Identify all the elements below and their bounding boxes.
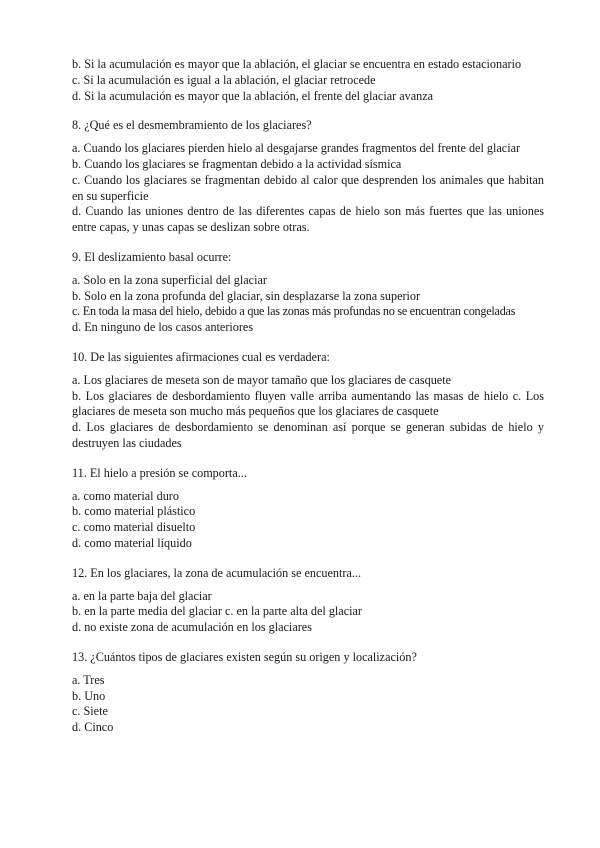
question-9: 9. El deslizamiento basal ocurre:	[72, 249, 232, 264]
question-11-options	[72, 489, 544, 552]
question-7-options	[72, 57, 544, 104]
option-13d: d. Cinco	[72, 720, 114, 735]
option-9a: a. Solo en la zona superficial del glaciar	[72, 272, 267, 287]
option-11a: a. como material duro	[72, 488, 179, 503]
option-8d: d. Cuando las uniones dentro de las diferentes capas de hielo son más fuertes que las uniones entre capas, y unas capas se deslizan sobre otras.	[72, 204, 544, 235]
option-8c: c. Cuando los glaciares se fragmentan debido al calor que desprenden los animales que habitan en su superficie	[72, 172, 544, 203]
option-11d: d. como material líquido	[72, 535, 192, 550]
question-11: 11. El hielo a presión se comporta...	[72, 465, 247, 480]
question-10-options	[72, 373, 544, 452]
option-7b: b. Si la acumulación es mayor que la ablación, el glaciar se encuentra en estado estacionario	[72, 57, 522, 71]
option-7c: c. Si la acumulación es igual a la ablación, el glaciar retrocede	[72, 72, 376, 87]
option-9b: b. Solo en la zona profunda del glaciar, sin desplazarse la zona superior	[72, 288, 421, 303]
question-13-options	[72, 673, 544, 736]
option-10d: d. Los glaciares de desbordamiento se denominan así porque se generan subidas de hielo y destruyen las ciudades	[72, 420, 544, 450]
option-11b: b. como material plástico	[72, 504, 196, 519]
option-13a: a. Tres	[72, 672, 105, 687]
question-8-options	[72, 141, 544, 236]
question-12-options	[72, 589, 544, 636]
question-8: 8. ¿Qué es el desmembramiento de los glaciares?	[72, 118, 312, 133]
document-page	[72, 57, 544, 736]
option-12d: d. no existe zona de acumulación en los glaciares	[72, 620, 312, 635]
option-8a: a. Cuando los glaciares pierden hielo al desgajarse grandes fragmentos del frente del glaciar	[72, 141, 521, 156]
option-10b: b. Los glaciares de desbordamiento fluyen valle arriba aumentando las masas de hielo c. Los glaciares de meseta son mucho más pequeños que los glaciares de casquete	[72, 388, 544, 419]
option-11c: c. como material disuelto	[72, 520, 196, 535]
option-8b: b. Cuando los glaciares se fragmentan debido a la actividad sísmica	[72, 156, 402, 171]
question-10: 10. De las siguientes afirmaciones cual es verdadera:	[72, 349, 330, 364]
option-7d: d. Si la acumulación es mayor que la ablación, el frente del glaciar avanza	[72, 88, 434, 103]
question-13: 13. ¿Cuántos tipos de glaciares existen según su origen y localización?	[72, 649, 417, 664]
option-9d: d. En ninguno de los casos anteriores	[72, 320, 254, 335]
option-9c: c. En toda la masa del hielo, debido a que las zonas más profundas no se encuentran congeladas	[72, 304, 516, 319]
option-10a: a. Los glaciares de meseta son de mayor tamaño que los glaciares de casquete	[72, 372, 452, 387]
question-9-options	[72, 273, 544, 336]
question-12: 12. En los glaciares, la zona de acumulación se encuentra...	[72, 565, 361, 580]
option-12a: a. en la parte baja del glaciar	[72, 588, 212, 603]
option-12b-c: b. en la parte media del glaciar c. en la parte alta del glaciar	[72, 604, 362, 619]
option-13b: b. Uno	[72, 688, 106, 703]
option-13c: c. Siete	[72, 704, 108, 719]
